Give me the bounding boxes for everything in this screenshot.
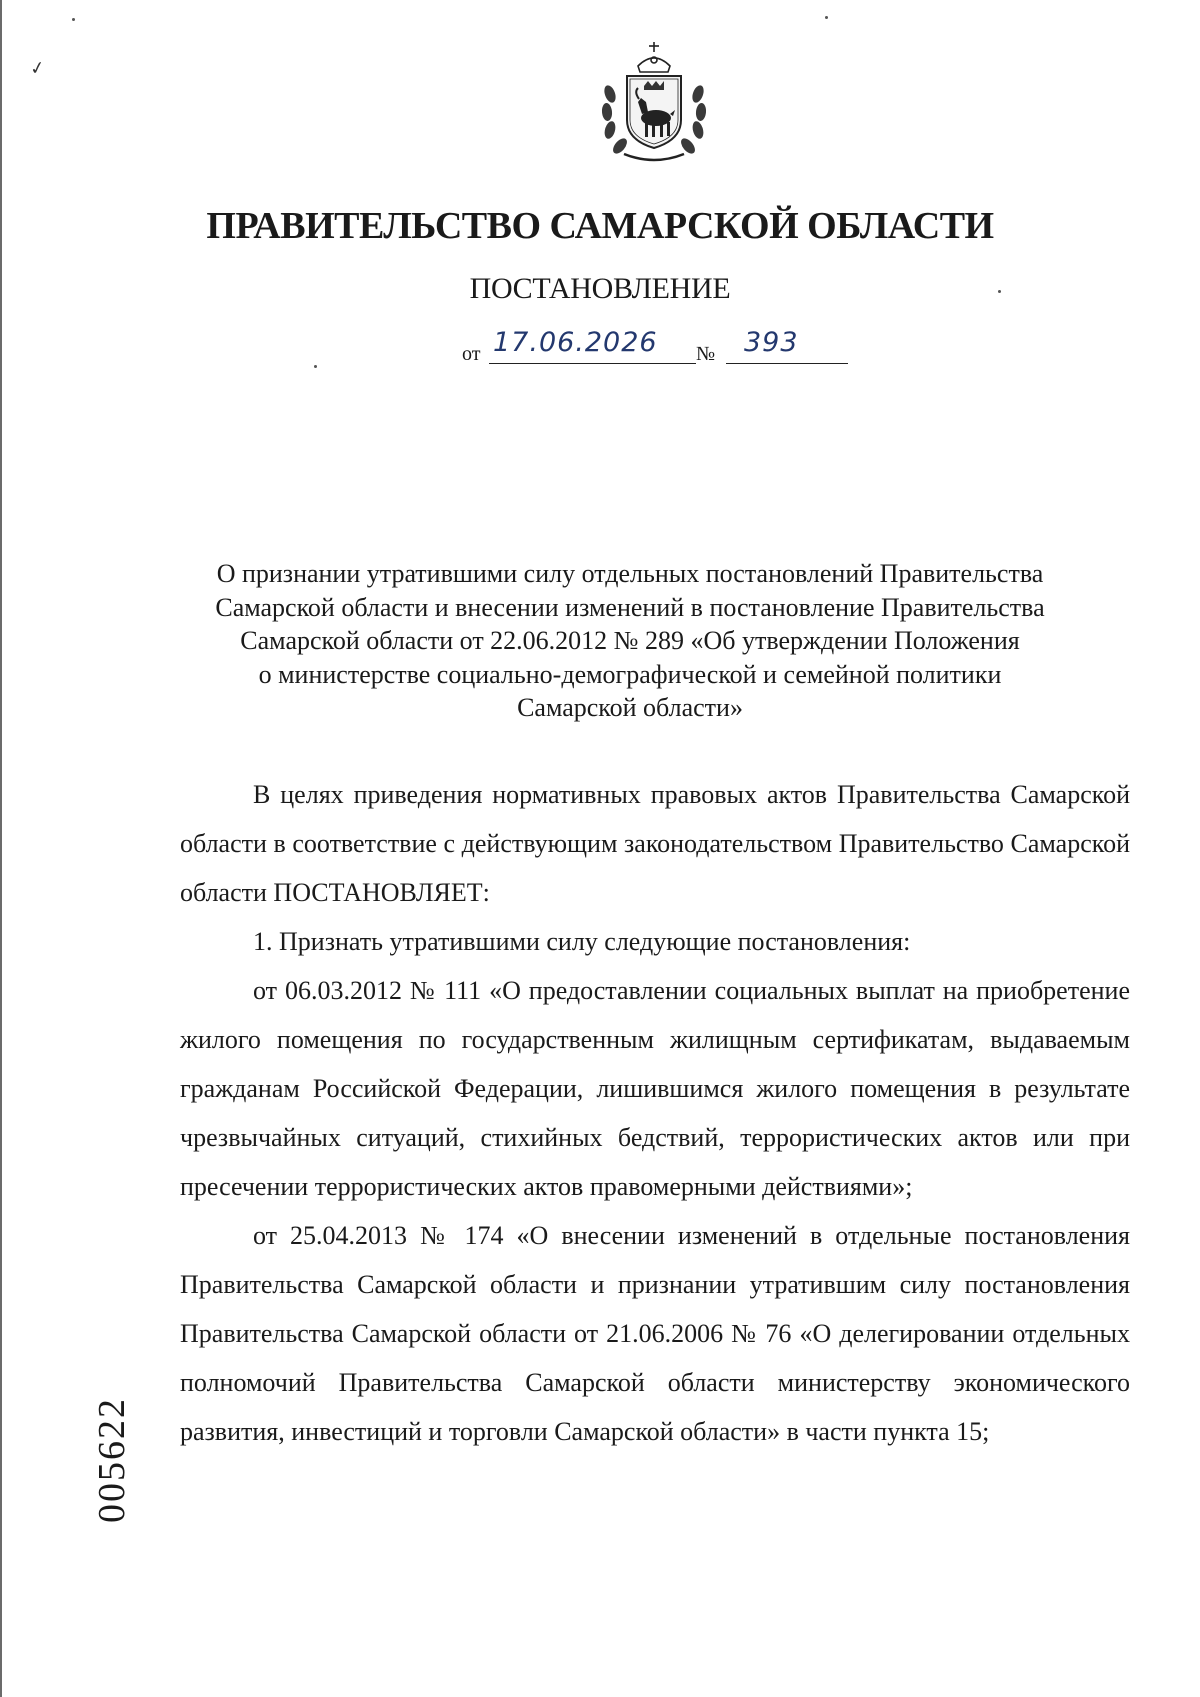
margin-serial-number: 005622 (91, 1397, 133, 1523)
handwritten-date: 17.06.2026 (493, 327, 658, 358)
scan-speck (825, 16, 828, 19)
government-title: ПРАВИТЕЛЬСТВО САМАРСКОЙ ОБЛАСТИ (206, 205, 994, 247)
document-body (180, 770, 1130, 1456)
document-subject (180, 557, 1080, 725)
subject-line: О признании утратившими силу отдельных постановлений Правительства (216, 559, 1044, 588)
preamble-paragraph: В целях приведения нормативных правовых актов Правительства Самарской области в соответствие с действующим законодательством Правительство Самарской области ПОСТАНОВЛЯЕТ: (180, 780, 1130, 907)
subject-line: Самарской области» (517, 693, 743, 722)
scan-edge (0, 0, 2, 1697)
scan-speck (72, 18, 75, 21)
date-field (489, 323, 696, 364)
item-1-paragraph: 1. Признать утратившими силу следующие постановления: (253, 927, 911, 956)
subject-line: Самарской области от 22.06.2012 № 289 «Об утверждении Положения (240, 626, 1020, 655)
subject-line: о министерстве социально-демографической и семейной политики (258, 659, 1002, 689)
scan-speck (314, 365, 317, 368)
samara-coat-of-arms-icon (594, 36, 714, 166)
check-mark-icon: ✓ (28, 56, 47, 81)
handwritten-number: 393 (744, 327, 799, 358)
from-label: от (462, 343, 481, 365)
number-label: № (696, 343, 716, 365)
date-number-line (460, 323, 860, 367)
repealed-act-paragraph: от 06.03.2012 № 111 «О предоставлении социальных выплат на приобретение жилого помещения по государственным жилищным сертификатам, выдаваемым гражданам Российской Федерации, лишившимся жилого помещения в результате чрезвычайных ситуаций, стихийных бедствий, террористических актов или при пресечении террористических актов правомерными действиями»; (180, 976, 1130, 1201)
subject-line: Самарской области и внесении изменений в постановление Правительства (215, 592, 1045, 622)
document-type: ПОСТАНОВЛЕНИЕ (469, 272, 731, 305)
repealed-act-paragraph: от 25.04.2013 № 174 «О внесении изменений в отдельные постановления Правительства Самарской области и признании утратившим силу постановления Правительства Самарской области от 21.06.2006 № 76 «О делегировании отдельных полномочий Правительства Самарской области министерству экономического развития, инвестиций и торговли Самарской области» в части пункта 15; (180, 1221, 1130, 1446)
number-field (726, 323, 848, 364)
